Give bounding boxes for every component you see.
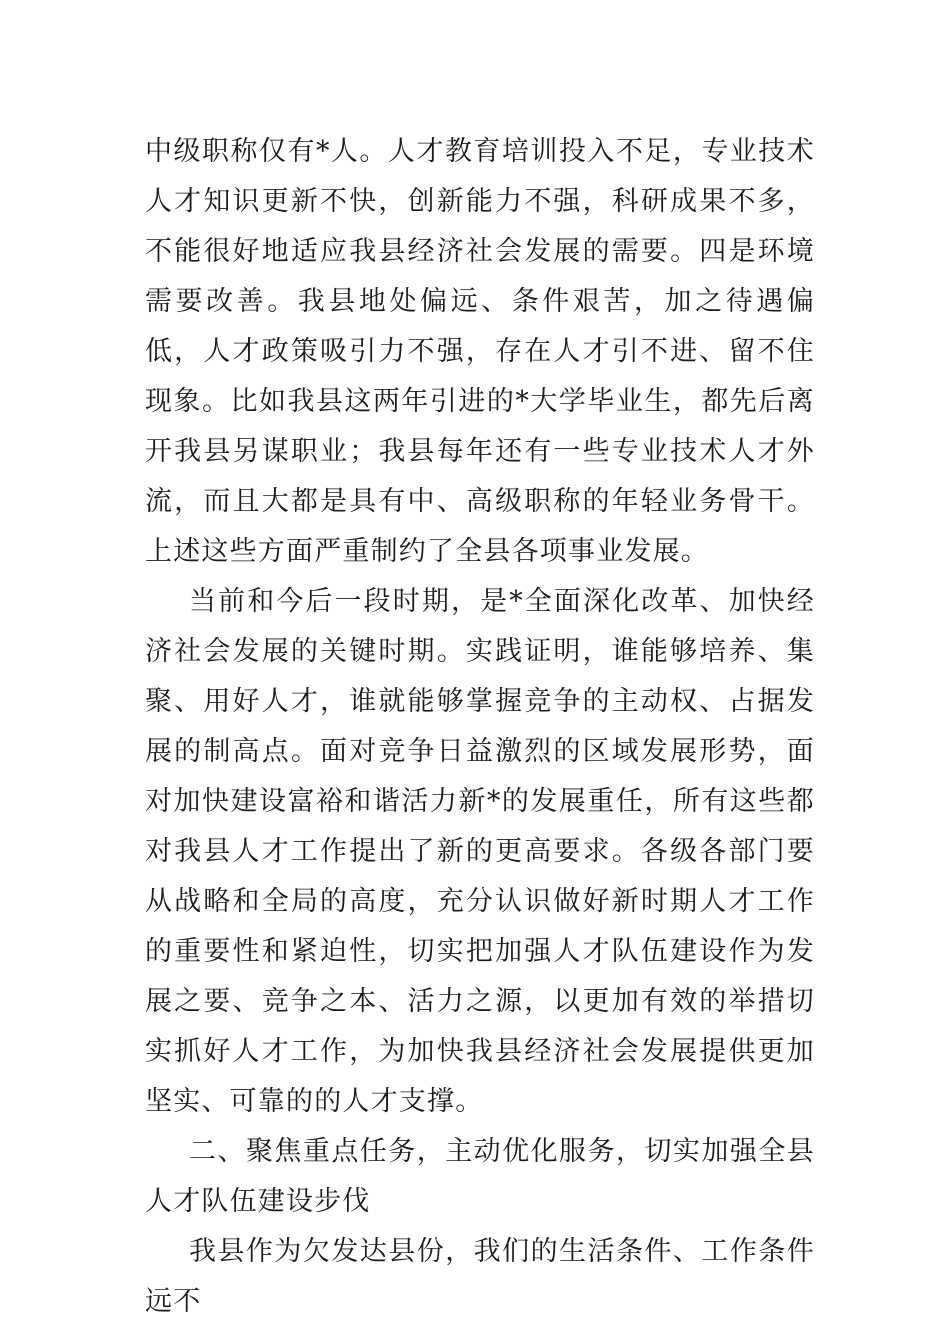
section-heading: 二、聚焦重点任务，主动优化服务，切实加强全县人才队伍建设步伐 (145, 1136, 815, 1217)
body-paragraph-continuation: 中级职称仅有*人。人才教育培训投入不足，专业技术人才知识更新不快，创新能力不强，科研成果不多，不能很好地适应我县经济社会发展的需要。四是环境需要改善。我县地处偏远、条件艰苦，加之待遇偏低，人才政策吸引力不强，存在人才引不进、留不住现象。比如我县这两年引进的*大学毕业生，都先后离开我县另谋职业；我县每年还有一些专业技术人才外流，而且大都是具有中、高级职称的年轻业务骨干。上述这些方面严重制约了全县各项事业发展。 (145, 136, 815, 567)
document-page (145, 127, 815, 1327)
body-paragraph: 我县作为欠发达县份，我们的生活条件、工作条件远不 (145, 1236, 815, 1317)
body-paragraph: 当前和今后一段时期，是*全面深化改革、加快经济社会发展的关键时期。实践证明，谁能够培养、集聚、用好人才，谁就能够掌握竞争的主动权、占据发展的制高点。面对竞争日益激烈的区域发展形势，面对加快建设富裕和谐活力新*的发展重任，所有这些都对我县人才工作提出了新的更高要求。各级各部门要从战略和全局的高度，充分认识做好新时期人才工作的重要性和紧迫性，切实把加强人才队伍建设作为发展之要、竞争之本、活力之源，以更加有效的举措切实抓好人才工作，为加快我县经济社会发展提供更加坚实、可靠的的人才支撑。 (145, 586, 815, 1117)
